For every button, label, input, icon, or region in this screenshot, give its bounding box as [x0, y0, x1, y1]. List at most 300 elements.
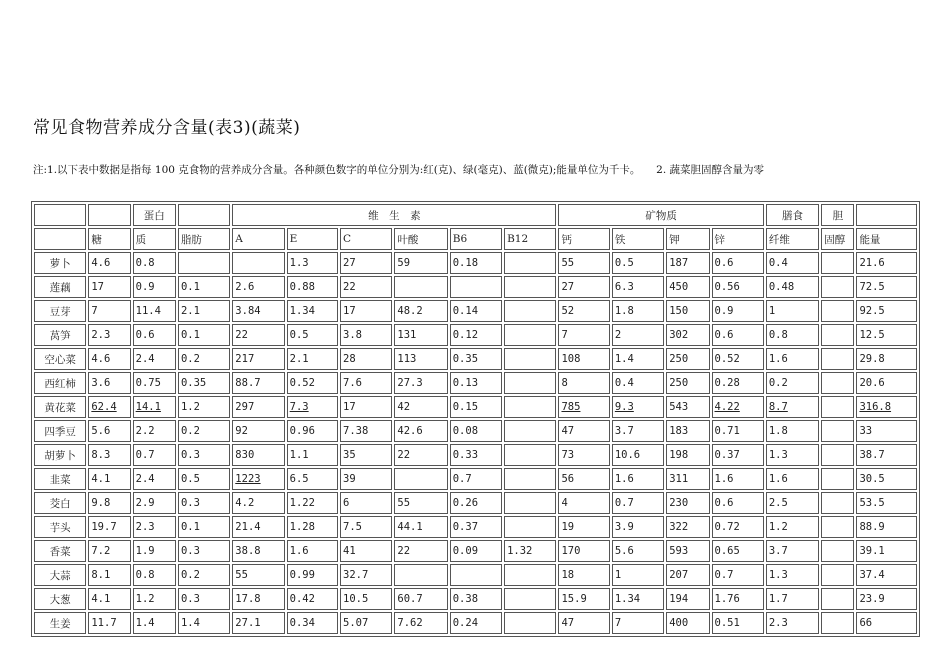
value-cell: 4.6	[88, 348, 130, 370]
value-cell: 0.96	[287, 420, 338, 442]
value-cell: 14.1	[133, 396, 176, 418]
value-cell: 0.8	[133, 252, 176, 274]
value-cell: 27.3	[394, 372, 447, 394]
value-cell	[504, 420, 556, 442]
value-cell: 187	[666, 252, 709, 274]
food-name-cell: 胡萝卜	[34, 444, 86, 466]
value-cell: 183	[666, 420, 709, 442]
value-cell: 2.4	[133, 348, 176, 370]
value-cell: 2.3	[766, 612, 819, 634]
table-row	[34, 300, 917, 322]
food-name-cell: 豆芽	[34, 300, 86, 322]
value-cell: 0.13	[450, 372, 502, 394]
value-cell: 2.6	[232, 276, 284, 298]
value-cell: 0.7	[133, 444, 176, 466]
food-name-cell: 空心菜	[34, 348, 86, 370]
value-cell: 7	[612, 612, 664, 634]
value-cell: 11.4	[133, 300, 176, 322]
value-cell: 194	[666, 588, 709, 610]
food-name-cell: 萝卜	[34, 252, 86, 274]
header-cell	[856, 204, 917, 226]
value-cell: 0.52	[287, 372, 338, 394]
value-cell: 5.6	[612, 540, 664, 562]
value-cell	[450, 564, 502, 586]
value-cell: 1.6	[766, 348, 819, 370]
value-cell	[821, 516, 854, 538]
value-cell: 33	[856, 420, 917, 442]
value-cell: 593	[666, 540, 709, 562]
value-cell: 0.14	[450, 300, 502, 322]
value-cell	[821, 420, 854, 442]
value-cell: 27.1	[232, 612, 284, 634]
value-cell: 62.4	[88, 396, 130, 418]
value-cell: 22	[232, 324, 284, 346]
value-cell: 7.2	[88, 540, 130, 562]
value-cell	[821, 324, 854, 346]
value-cell: 22	[394, 540, 447, 562]
value-cell: 4	[558, 492, 609, 514]
value-cell	[504, 276, 556, 298]
food-name-cell: 莴笋	[34, 324, 86, 346]
value-cell: 0.35	[450, 348, 502, 370]
value-cell	[232, 252, 284, 274]
table-row	[34, 372, 917, 394]
value-cell: 72.5	[856, 276, 917, 298]
value-cell: 0.18	[450, 252, 502, 274]
value-cell: 7	[558, 324, 609, 346]
value-cell	[504, 588, 556, 610]
value-cell: 44.1	[394, 516, 447, 538]
table-row	[34, 540, 917, 562]
value-cell: 29.8	[856, 348, 917, 370]
value-cell	[504, 324, 556, 346]
value-cell	[504, 252, 556, 274]
value-cell: 2.5	[766, 492, 819, 514]
column-header: 锌	[712, 228, 764, 250]
table-row	[34, 468, 917, 490]
value-cell: 0.2	[178, 564, 230, 586]
value-cell: 1.8	[612, 300, 664, 322]
value-cell: 0.1	[178, 276, 230, 298]
value-cell	[821, 588, 854, 610]
value-cell: 7.5	[340, 516, 392, 538]
column-header	[34, 228, 86, 250]
value-cell: 3.7	[766, 540, 819, 562]
value-cell: 0.3	[178, 588, 230, 610]
value-cell: 19.7	[88, 516, 130, 538]
value-cell: 27	[340, 252, 392, 274]
value-cell: 1.4	[178, 612, 230, 634]
value-cell: 170	[558, 540, 609, 562]
value-cell	[394, 564, 447, 586]
value-cell: 250	[666, 348, 709, 370]
value-cell	[504, 348, 556, 370]
value-cell: 0.65	[712, 540, 764, 562]
value-cell: 131	[394, 324, 447, 346]
value-cell: 0.7	[712, 564, 764, 586]
value-cell: 0.35	[178, 372, 230, 394]
value-cell: 0.7	[450, 468, 502, 490]
value-cell: 35	[340, 444, 392, 466]
value-cell: 66	[856, 612, 917, 634]
value-cell	[504, 564, 556, 586]
value-cell: 0.8	[766, 324, 819, 346]
value-cell: 1.3	[766, 564, 819, 586]
food-name-cell: 四季豆	[34, 420, 86, 442]
value-cell	[504, 372, 556, 394]
value-cell: 53.5	[856, 492, 917, 514]
value-cell: 1.22	[287, 492, 338, 514]
value-cell: 1.6	[712, 468, 764, 490]
value-cell: 1.28	[287, 516, 338, 538]
value-cell: 20.6	[856, 372, 917, 394]
value-cell: 12.5	[856, 324, 917, 346]
value-cell: 1.2	[178, 396, 230, 418]
value-cell	[450, 276, 502, 298]
column-header: 能量	[856, 228, 917, 250]
value-cell: 17	[340, 396, 392, 418]
value-cell: 0.26	[450, 492, 502, 514]
table-row	[34, 564, 917, 586]
value-cell: 108	[558, 348, 609, 370]
value-cell: 2.9	[133, 492, 176, 514]
value-cell	[821, 492, 854, 514]
value-cell: 1.32	[504, 540, 556, 562]
value-cell: 21.4	[232, 516, 284, 538]
value-cell	[821, 372, 854, 394]
value-cell: 1	[612, 564, 664, 586]
value-cell: 4.22	[712, 396, 764, 418]
value-cell: 2.1	[178, 300, 230, 322]
nutrition-table	[31, 201, 920, 637]
value-cell: 0.09	[450, 540, 502, 562]
value-cell: 316.8	[856, 396, 917, 418]
value-cell: 0.6	[133, 324, 176, 346]
value-cell: 3.84	[232, 300, 284, 322]
value-cell: 0.52	[712, 348, 764, 370]
value-cell: 4.1	[88, 468, 130, 490]
value-cell: 0.9	[712, 300, 764, 322]
value-cell: 39.1	[856, 540, 917, 562]
value-cell: 55	[558, 252, 609, 274]
value-cell: 0.2	[766, 372, 819, 394]
table-row	[34, 588, 917, 610]
value-cell: 0.2	[178, 348, 230, 370]
food-name-cell: 大蒜	[34, 564, 86, 586]
value-cell: 0.56	[712, 276, 764, 298]
value-cell: 0.37	[712, 444, 764, 466]
value-cell: 15.9	[558, 588, 609, 610]
food-name-cell: 韭菜	[34, 468, 86, 490]
value-cell: 150	[666, 300, 709, 322]
value-cell: 0.28	[712, 372, 764, 394]
column-header: E	[287, 228, 338, 250]
value-cell: 5.6	[88, 420, 130, 442]
value-cell: 17	[340, 300, 392, 322]
value-cell: 0.34	[287, 612, 338, 634]
value-cell: 39	[340, 468, 392, 490]
value-cell: 0.4	[766, 252, 819, 274]
value-cell: 0.12	[450, 324, 502, 346]
value-cell	[821, 396, 854, 418]
table-row	[34, 396, 917, 418]
value-cell: 59	[394, 252, 447, 274]
table-row	[34, 420, 917, 442]
value-cell: 830	[232, 444, 284, 466]
page-title: 常见食物营养成分含量(表3)(蔬菜)	[33, 118, 301, 138]
value-cell: 302	[666, 324, 709, 346]
value-cell: 42.6	[394, 420, 447, 442]
value-cell: 0.1	[178, 516, 230, 538]
value-cell: 1.7	[766, 588, 819, 610]
value-cell: 7.3	[287, 396, 338, 418]
food-name-cell: 大葱	[34, 588, 86, 610]
value-cell: 1.6	[612, 468, 664, 490]
value-cell: 5.07	[340, 612, 392, 634]
value-cell: 48.2	[394, 300, 447, 322]
header-cell: 胆	[821, 204, 854, 226]
value-cell: 1.4	[612, 348, 664, 370]
value-cell	[178, 252, 230, 274]
value-cell: 9.3	[612, 396, 664, 418]
column-header: 糖	[88, 228, 130, 250]
value-cell: 0.33	[450, 444, 502, 466]
value-cell: 37.4	[856, 564, 917, 586]
column-header: 脂肪	[178, 228, 230, 250]
value-cell: 92	[232, 420, 284, 442]
column-header: 固醇	[821, 228, 854, 250]
value-cell: 3.8	[340, 324, 392, 346]
value-cell: 4.2	[232, 492, 284, 514]
table-body	[34, 252, 917, 634]
value-cell: 1.9	[133, 540, 176, 562]
table-row	[34, 348, 917, 370]
value-cell: 0.24	[450, 612, 502, 634]
value-cell: 0.37	[450, 516, 502, 538]
value-cell: 22	[394, 444, 447, 466]
food-name-cell: 黄花菜	[34, 396, 86, 418]
value-cell: 322	[666, 516, 709, 538]
value-cell: 0.3	[178, 444, 230, 466]
value-cell: 0.5	[178, 468, 230, 490]
value-cell: 7.6	[340, 372, 392, 394]
value-cell	[821, 564, 854, 586]
food-name-cell: 莲藕	[34, 276, 86, 298]
header-row-group	[34, 204, 917, 226]
value-cell	[821, 612, 854, 634]
table-row	[34, 516, 917, 538]
value-cell: 88.7	[232, 372, 284, 394]
value-cell: 0.42	[287, 588, 338, 610]
value-cell	[504, 516, 556, 538]
header-cell-minerals: 矿物质	[558, 204, 763, 226]
value-cell: 52	[558, 300, 609, 322]
value-cell	[821, 468, 854, 490]
value-cell	[821, 348, 854, 370]
value-cell	[504, 444, 556, 466]
value-cell: 0.5	[287, 324, 338, 346]
value-cell: 10.5	[340, 588, 392, 610]
header-cell: 蛋白	[133, 204, 176, 226]
column-header: 叶酸	[394, 228, 447, 250]
value-cell: 0.48	[766, 276, 819, 298]
value-cell: 21.6	[856, 252, 917, 274]
value-cell: 0.3	[178, 540, 230, 562]
value-cell: 217	[232, 348, 284, 370]
value-cell: 38.8	[232, 540, 284, 562]
value-cell: 0.7	[612, 492, 664, 514]
value-cell: 400	[666, 612, 709, 634]
value-cell: 28	[340, 348, 392, 370]
value-cell: 0.5	[612, 252, 664, 274]
value-cell: 55	[394, 492, 447, 514]
value-cell: 7.62	[394, 612, 447, 634]
table-row	[34, 612, 917, 634]
value-cell: 8.7	[766, 396, 819, 418]
value-cell: 0.3	[178, 492, 230, 514]
value-cell: 1	[766, 300, 819, 322]
value-cell: 1.6	[287, 540, 338, 562]
value-cell: 11.7	[88, 612, 130, 634]
value-cell: 207	[666, 564, 709, 586]
value-cell: 7.38	[340, 420, 392, 442]
value-cell	[504, 300, 556, 322]
value-cell: 0.2	[178, 420, 230, 442]
value-cell: 23.9	[856, 588, 917, 610]
value-cell: 17	[88, 276, 130, 298]
value-cell: 0.88	[287, 276, 338, 298]
value-cell	[394, 468, 447, 490]
table-row	[34, 276, 917, 298]
value-cell: 6.5	[287, 468, 338, 490]
value-cell: 1.76	[712, 588, 764, 610]
value-cell: 55	[232, 564, 284, 586]
value-cell	[821, 444, 854, 466]
value-cell: 27	[558, 276, 609, 298]
value-cell	[394, 276, 447, 298]
value-cell: 2.3	[88, 324, 130, 346]
value-cell: 198	[666, 444, 709, 466]
value-cell: 785	[558, 396, 609, 418]
value-cell: 60.7	[394, 588, 447, 610]
value-cell: 1.6	[766, 468, 819, 490]
value-cell: 1.3	[766, 444, 819, 466]
header-row-columns	[34, 228, 917, 250]
column-header: A	[232, 228, 284, 250]
value-cell: 1.34	[287, 300, 338, 322]
value-cell: 1.2	[766, 516, 819, 538]
value-cell: 0.99	[287, 564, 338, 586]
column-header: 铁	[612, 228, 664, 250]
column-header: 钙	[558, 228, 609, 250]
value-cell: 0.6	[712, 324, 764, 346]
value-cell: 0.71	[712, 420, 764, 442]
value-cell	[504, 468, 556, 490]
value-cell: 297	[232, 396, 284, 418]
value-cell: 6.3	[612, 276, 664, 298]
value-cell: 42	[394, 396, 447, 418]
column-header: B12	[504, 228, 556, 250]
value-cell: 30.5	[856, 468, 917, 490]
table-row	[34, 444, 917, 466]
value-cell: 92.5	[856, 300, 917, 322]
value-cell: 1223	[232, 468, 284, 490]
value-cell: 73	[558, 444, 609, 466]
value-cell	[504, 492, 556, 514]
value-cell: 0.6	[712, 252, 764, 274]
value-cell: 56	[558, 468, 609, 490]
value-cell: 8	[558, 372, 609, 394]
value-cell: 230	[666, 492, 709, 514]
value-cell: 0.1	[178, 324, 230, 346]
header-cell: 膳食	[766, 204, 819, 226]
value-cell: 8.1	[88, 564, 130, 586]
value-cell: 1.1	[287, 444, 338, 466]
value-cell: 1.3	[287, 252, 338, 274]
value-cell: 3.6	[88, 372, 130, 394]
column-header: B6	[450, 228, 502, 250]
value-cell: 18	[558, 564, 609, 586]
value-cell: 1.2	[133, 588, 176, 610]
value-cell: 0.8	[133, 564, 176, 586]
value-cell: 7	[88, 300, 130, 322]
value-cell	[821, 276, 854, 298]
table-note: 注:1.以下表中数据是指每 100 克食物的营养成分含量。各种颜色数字的单位分别为:红(克)、绿(毫克)、蓝(微克);能量单位为千卡。 2. 蔬菜胆固醇含量为零	[33, 164, 765, 176]
value-cell: 4.1	[88, 588, 130, 610]
value-cell	[821, 252, 854, 274]
value-cell: 3.7	[612, 420, 664, 442]
value-cell: 38.7	[856, 444, 917, 466]
column-header: 钾	[666, 228, 709, 250]
value-cell: 41	[340, 540, 392, 562]
food-name-cell: 香菜	[34, 540, 86, 562]
table-row	[34, 492, 917, 514]
table-row	[34, 324, 917, 346]
value-cell: 2.2	[133, 420, 176, 442]
value-cell: 4.6	[88, 252, 130, 274]
table-row	[34, 252, 917, 274]
value-cell: 22	[340, 276, 392, 298]
value-cell: 0.4	[612, 372, 664, 394]
value-cell: 0.51	[712, 612, 764, 634]
food-name-cell: 西红柿	[34, 372, 86, 394]
value-cell: 2	[612, 324, 664, 346]
value-cell: 9.8	[88, 492, 130, 514]
value-cell: 2.3	[133, 516, 176, 538]
value-cell: 0.38	[450, 588, 502, 610]
header-cell	[88, 204, 130, 226]
value-cell: 17.8	[232, 588, 284, 610]
value-cell: 32.7	[340, 564, 392, 586]
value-cell: 250	[666, 372, 709, 394]
value-cell: 311	[666, 468, 709, 490]
value-cell	[821, 540, 854, 562]
value-cell: 6	[340, 492, 392, 514]
value-cell: 3.9	[612, 516, 664, 538]
header-cell	[178, 204, 230, 226]
value-cell: 47	[558, 612, 609, 634]
food-name-cell: 芋头	[34, 516, 86, 538]
value-cell: 2.4	[133, 468, 176, 490]
value-cell: 1.34	[612, 588, 664, 610]
value-cell: 543	[666, 396, 709, 418]
value-cell: 1.8	[766, 420, 819, 442]
value-cell: 8.3	[88, 444, 130, 466]
value-cell: 0.72	[712, 516, 764, 538]
food-name-cell: 茭白	[34, 492, 86, 514]
value-cell: 0.9	[133, 276, 176, 298]
value-cell: 113	[394, 348, 447, 370]
